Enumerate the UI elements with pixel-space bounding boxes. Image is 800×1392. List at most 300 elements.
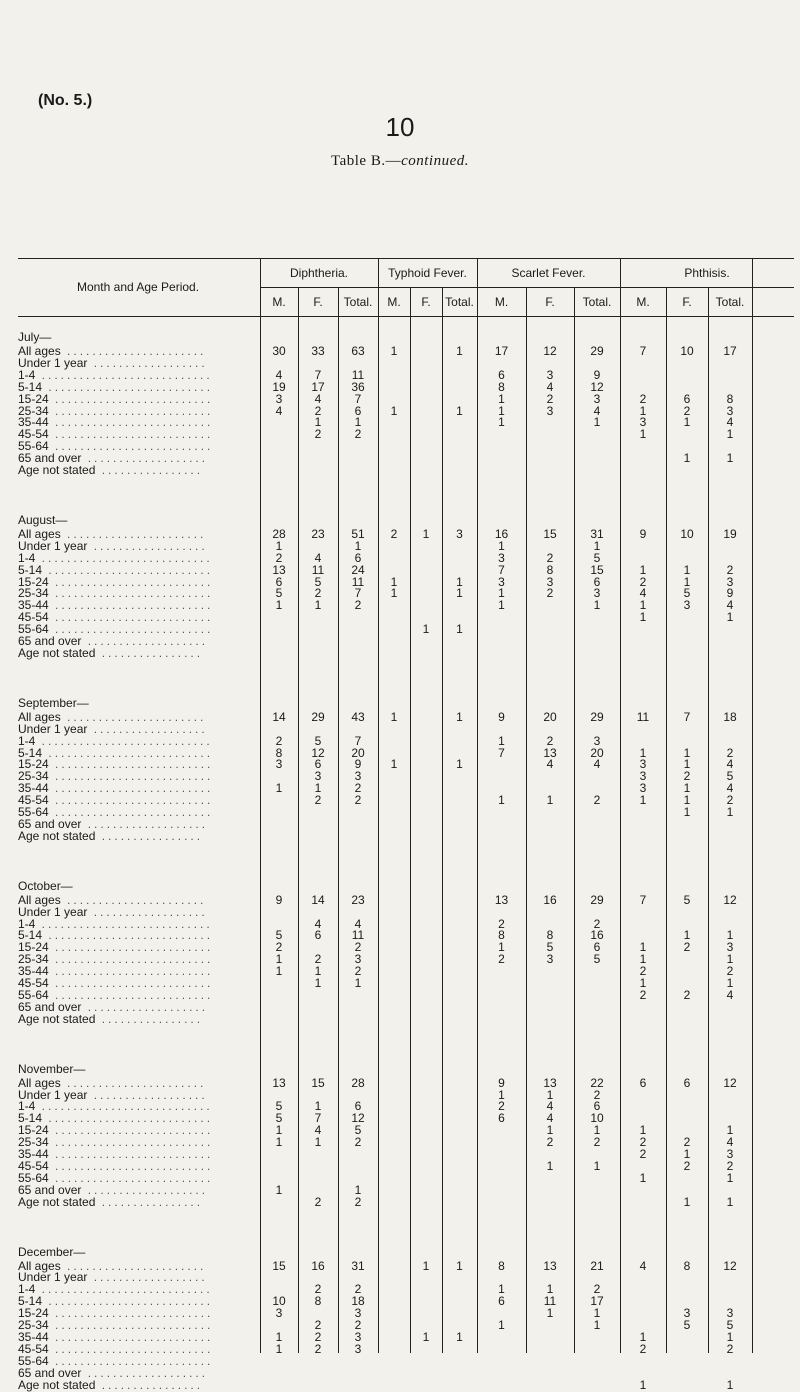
month-heading: July—	[18, 330, 52, 344]
table-cell: 4	[314, 1123, 322, 1138]
row-label-text: 5-14	[18, 1294, 43, 1309]
table-cell: 1	[726, 1123, 734, 1138]
table-cell: 16	[494, 526, 509, 541]
table-cell: 2	[546, 1135, 554, 1150]
leader-dots: ...................	[81, 999, 209, 1014]
leader-dots: ......................	[60, 344, 207, 358]
row-label-text: 65 and over	[18, 1365, 82, 1380]
table-cell: 4	[314, 391, 322, 406]
table-cell: 6	[354, 403, 362, 418]
leader-dots: ..........................	[42, 1111, 214, 1126]
table-cell: 33	[311, 344, 325, 358]
table-cell: 1	[456, 586, 463, 601]
sub-header: F.	[313, 295, 323, 309]
table-cell: 3	[275, 1306, 283, 1321]
table-cell: 2	[639, 1341, 647, 1356]
table-cell: 2	[314, 427, 322, 442]
leader-dots: ................	[95, 645, 204, 660]
table-cell: 1	[639, 562, 647, 577]
leader-dots: ..................	[87, 904, 208, 919]
table-cell: 10	[272, 1294, 286, 1309]
table-cell: 4	[726, 987, 734, 1002]
table-cell: 5	[726, 769, 734, 784]
leader-dots: .........................	[48, 793, 214, 808]
table-cell: 7	[639, 892, 647, 907]
table-cell: 2	[593, 1282, 601, 1297]
table-cell: 2	[275, 940, 283, 955]
row-label-text: 35-44	[18, 964, 49, 979]
table-cell: 11	[543, 1294, 557, 1309]
leader-dots: .........................	[48, 391, 214, 406]
table-cell: 1	[639, 427, 647, 442]
leader-dots: ..........................	[42, 379, 214, 394]
leader-dots: ...........................	[35, 1282, 213, 1297]
table-title-label: Table B.	[330, 153, 386, 169]
column-group-4: Phthisis.	[684, 266, 730, 280]
table-cell: 4	[639, 586, 647, 601]
row-label-text: All ages	[18, 1075, 61, 1090]
table-cell: 1	[683, 1194, 691, 1209]
table-cell: 1	[275, 538, 283, 553]
leader-dots: ..........................	[42, 562, 214, 577]
table-cell: 1	[726, 976, 734, 990]
table-cell: 4	[726, 415, 734, 430]
row-label-text: 35-44	[18, 415, 49, 430]
table-cell: 7	[354, 733, 362, 748]
row-label-text: 45-54	[18, 427, 49, 442]
table-cell: 31	[590, 526, 604, 541]
row-label-text: Age not stated	[18, 1377, 96, 1392]
table-cell: 1	[726, 805, 734, 819]
table-cell: 1	[683, 415, 691, 430]
month-heading: November—	[18, 1061, 86, 1076]
table-cell: 4	[546, 1111, 554, 1126]
table-cell: 12	[351, 1111, 365, 1126]
leader-dots: .........................	[48, 610, 214, 625]
row-label-text: 25-34	[18, 952, 49, 967]
table-cell: 8	[683, 1258, 691, 1273]
leader-dots: ..........................	[42, 928, 214, 943]
leader-dots: .........................	[48, 964, 214, 979]
row-label-text: Under 1 year	[18, 721, 88, 736]
table-cell: 3	[639, 781, 647, 796]
table-cell: 4	[593, 757, 601, 772]
table-cell: 15	[543, 526, 557, 541]
table-cell: 28	[272, 526, 286, 541]
table-cell: 2	[726, 1341, 734, 1356]
table-cell: 9	[726, 586, 734, 601]
table-cell: 1	[683, 451, 691, 466]
leader-dots: .........................	[48, 1353, 214, 1368]
table-cell: 2	[726, 745, 734, 760]
row-label-text: 1-4	[18, 733, 36, 748]
row-label-text: Under 1 year	[18, 355, 88, 370]
table-cell: 29	[590, 892, 604, 907]
table-cell: 1	[354, 976, 362, 990]
table-cell: 1	[639, 598, 647, 613]
table-cell: 20	[351, 745, 365, 760]
table-cell: 2	[726, 1158, 734, 1173]
table-cell: 1	[683, 928, 691, 943]
leader-dots: .........................	[48, 1170, 214, 1185]
sub-header: F.	[545, 295, 555, 309]
leader-dots: .........................	[48, 769, 214, 784]
table-cell: 4	[546, 757, 554, 772]
table-cell: 1	[275, 964, 283, 979]
table-cell: 8	[726, 391, 734, 406]
month-heading: December—	[18, 1244, 86, 1259]
leader-dots: ......................	[60, 892, 207, 907]
group-divider	[752, 258, 753, 1353]
row-label-text: All ages	[18, 344, 61, 358]
table-cell: 2	[683, 987, 691, 1002]
page-number: 10	[385, 112, 415, 142]
row-label-text: 15-24	[18, 940, 49, 955]
row-label-text: 65 and over	[18, 999, 82, 1014]
table-cell: 1	[422, 526, 430, 541]
leader-dots: .........................	[48, 781, 214, 796]
sub-header: M.	[636, 295, 650, 309]
leader-dots: .........................	[48, 1147, 214, 1161]
table-cell: 1	[275, 1123, 283, 1138]
table-cell: 1	[639, 610, 647, 625]
leader-dots: ......................	[60, 526, 207, 541]
leader-dots: .........................	[48, 1135, 214, 1150]
row-label-text: 55-64	[18, 805, 49, 819]
table-cell: 18	[351, 1294, 365, 1309]
table-cell: 2	[683, 403, 691, 418]
row-label-text: Age not stated	[18, 1011, 96, 1026]
table-cell: 16	[590, 928, 604, 943]
table-cell: 8	[546, 928, 554, 943]
table-cell: 7	[354, 391, 362, 406]
table-cell: 3	[314, 769, 322, 784]
row-label	[18, 1012, 203, 1026]
table-cell: 31	[351, 1258, 365, 1273]
leader-dots: .........................	[48, 952, 214, 967]
row-label-text: 45-54	[18, 1158, 49, 1173]
table-cell: 1	[456, 757, 463, 772]
leader-dots: ................	[95, 828, 204, 843]
table-cell: 2	[314, 793, 322, 808]
table-cell: 1	[683, 1147, 691, 1161]
row-label-text: 1-4	[18, 916, 36, 931]
leader-dots: ......................	[60, 1075, 207, 1090]
group-divider	[378, 258, 379, 1353]
table-cell: 9	[593, 367, 601, 382]
table-cell: 2	[639, 987, 647, 1002]
leader-dots: ......................	[60, 709, 207, 724]
table-cell: 1	[726, 952, 734, 967]
row-label-text: 45-54	[18, 1341, 49, 1356]
table-cell: 1	[546, 1087, 554, 1102]
row-label-text: Under 1 year	[18, 904, 88, 919]
leader-dots: .........................	[48, 987, 214, 1002]
column-divider	[666, 287, 667, 1353]
column-header-label: Month and Age Period.	[76, 280, 200, 294]
table-cell: 3	[546, 952, 554, 967]
leader-dots: ................	[95, 1194, 204, 1209]
table-cell: 1	[546, 793, 554, 808]
table-cell: 13	[543, 1075, 557, 1090]
table-cell: 2	[546, 550, 554, 565]
row-label-text: 55-64	[18, 622, 49, 637]
table-cell: 11	[351, 574, 365, 589]
column-divider	[574, 287, 575, 1353]
table-cell: 4	[314, 916, 322, 931]
table-cell: 1	[683, 574, 691, 589]
table-cell: 2	[314, 403, 322, 418]
leader-dots: ...........................	[35, 1099, 213, 1114]
table-cell: 2	[683, 769, 691, 784]
table-cell: 4	[639, 1258, 647, 1273]
table-cell: 1	[546, 1282, 554, 1297]
leader-dots: ...................	[81, 634, 209, 648]
table-cell: 11	[351, 928, 365, 943]
leader-dots: .........................	[48, 403, 214, 418]
table-cell: 1	[314, 781, 322, 796]
table-cell: 4	[593, 403, 601, 418]
column-divider	[410, 287, 411, 1353]
table-cell: 1	[456, 622, 463, 637]
table-cell: 3	[275, 757, 283, 772]
table-cell: 1	[498, 1318, 505, 1332]
row-label	[18, 1378, 203, 1392]
table-cell: 1	[546, 1306, 554, 1321]
table-cell: 3	[546, 403, 554, 418]
table-cell: 9	[498, 709, 505, 724]
table-cell: 1	[639, 976, 647, 990]
table-cell: 11	[351, 367, 365, 382]
table-cell: 4	[354, 916, 362, 931]
table-cell: 1	[639, 793, 647, 808]
header-bottom-rule	[18, 316, 794, 317]
table-cell: 15	[272, 1258, 286, 1273]
table-cell: 6	[683, 1075, 691, 1090]
leader-dots: .........................	[48, 574, 214, 589]
row-label-text: 45-54	[18, 976, 49, 990]
row-label	[18, 646, 203, 660]
row-label-text: 15-24	[18, 391, 49, 406]
table-cell: 7	[498, 562, 505, 577]
table-cell: 5	[683, 1318, 691, 1332]
table-cell: 1	[546, 1158, 554, 1173]
table-cell: 6	[275, 574, 283, 589]
leader-dots: .........................	[48, 976, 214, 990]
table-cell: 4	[314, 550, 322, 565]
table-cell: 1	[314, 976, 322, 990]
row-label	[18, 1195, 203, 1209]
table-cell: 3	[593, 391, 601, 406]
table-cell: 1	[275, 1341, 283, 1356]
table-cell: 23	[351, 892, 365, 907]
table-cell: 1	[314, 415, 322, 430]
table-cell: 5	[314, 574, 322, 589]
table-cell: 24	[351, 562, 365, 577]
table-cell: 2	[354, 1135, 362, 1150]
row-label-text: 65 and over	[18, 816, 82, 831]
table-cell: 2	[639, 1135, 647, 1150]
table-cell: 3	[354, 1306, 362, 1321]
leader-dots: ..................	[87, 355, 208, 370]
leader-dots: ......................	[60, 1258, 207, 1273]
row-label-text: 25-34	[18, 403, 49, 418]
table-cell: 5	[275, 586, 283, 601]
table-cell: 2	[593, 1087, 601, 1102]
column-divider	[298, 287, 299, 1353]
table-cell: 1	[456, 403, 463, 418]
table-cell: 43	[351, 709, 365, 724]
row-label-text: 25-34	[18, 586, 49, 601]
table-cell: 1	[639, 1170, 647, 1185]
table-cell: 5	[275, 1111, 283, 1126]
table-cell: 3	[546, 367, 554, 382]
table-cell: 1	[275, 952, 283, 967]
table-cell: 6	[593, 940, 601, 955]
table-cell: 3	[498, 574, 505, 589]
table-cell: 3	[354, 1341, 362, 1356]
table-cell: 2	[639, 1147, 647, 1161]
table-cell: 2	[546, 586, 554, 601]
table-cell: 1	[683, 562, 691, 577]
table-cell: 6	[354, 1099, 362, 1114]
table-cell: 2	[639, 391, 647, 406]
table-cell: 1	[498, 1282, 505, 1297]
table-cell: 22	[590, 1075, 604, 1090]
table-cell: 12	[543, 344, 557, 358]
table-cell: 4	[275, 403, 283, 418]
sub-header: Total.	[715, 295, 745, 309]
table-cell: 4	[726, 781, 734, 796]
column-group-3: Scarlet Fever.	[511, 266, 586, 280]
table-cell: 1	[683, 757, 691, 772]
leader-dots: .........................	[48, 586, 214, 601]
table-cell: 3	[726, 574, 734, 589]
table-cell: 2	[314, 952, 322, 967]
table-cell: 5	[275, 1099, 283, 1114]
table-cell: 7	[639, 344, 647, 358]
table-cell: 17	[590, 1294, 604, 1309]
table-cell: 1	[498, 793, 505, 808]
table-cell: 1	[726, 928, 734, 943]
table-cell: 2	[354, 1318, 362, 1332]
table-cell: 18	[723, 709, 737, 724]
table-cell: 2	[546, 391, 554, 406]
row-label-text: 55-64	[18, 439, 49, 454]
table-cell: 2	[639, 964, 647, 979]
table-cell: 13	[272, 562, 286, 577]
table-cell: 1	[354, 415, 362, 430]
table-cell: 1	[275, 781, 283, 796]
table-cell: 6	[683, 391, 691, 406]
row-label-text: 55-64	[18, 1170, 49, 1185]
table-cell: 1	[639, 745, 647, 760]
table-cell: 8	[314, 1294, 322, 1309]
leader-dots: .........................	[48, 1329, 214, 1344]
table-cell: 36	[351, 379, 365, 394]
table-cell: 28	[351, 1075, 365, 1090]
table-cell: 1	[683, 805, 691, 819]
table-cell: 1	[639, 952, 647, 967]
row-label-text: 5-14	[18, 1111, 43, 1126]
leader-dots: ................	[95, 1011, 204, 1026]
leader-dots: ...................	[81, 1365, 209, 1380]
row-label-text: 15-24	[18, 757, 49, 772]
table-cell: 1	[639, 1329, 647, 1344]
table-cell: 2	[726, 793, 734, 808]
table-cell: 3	[683, 598, 691, 613]
leader-dots: ..................	[87, 1087, 208, 1102]
table-cell: 1	[593, 1318, 601, 1332]
leader-dots: ..................	[87, 538, 208, 553]
table-cell: 2	[314, 586, 322, 601]
table-cell: 10	[680, 344, 694, 358]
table-cell: 2	[593, 793, 601, 808]
row-label-text: 5-14	[18, 745, 43, 760]
table-cell: 12	[590, 379, 604, 394]
table-cell: 7	[354, 586, 362, 601]
month-heading: October—	[18, 878, 73, 893]
leader-dots: .........................	[48, 1123, 214, 1138]
column-divider	[442, 287, 443, 1353]
header-top-rule	[18, 258, 794, 259]
row-label-text: Age not stated	[18, 828, 96, 843]
row-label-text: All ages	[18, 526, 61, 541]
table-cell: 2	[354, 964, 362, 979]
row-label-text: 5-14	[18, 379, 43, 394]
table-cell: 4	[726, 1135, 734, 1150]
sub-header: F.	[421, 295, 431, 309]
table-cell: 3	[726, 1306, 734, 1321]
table-cell: 12	[723, 1075, 737, 1090]
table-cell: 2	[354, 598, 362, 613]
table-cell: 4	[726, 598, 734, 613]
table-cell: 3	[456, 526, 463, 541]
table-cell: 1	[726, 1329, 734, 1344]
table-cell: 9	[354, 757, 362, 772]
row-label-text: 15-24	[18, 1123, 49, 1138]
leader-dots: ...................	[81, 1182, 209, 1197]
table-cell: 1	[639, 1377, 647, 1392]
sub-header: M.	[387, 295, 401, 309]
leader-dots: ..........................	[42, 1294, 214, 1309]
table-cell: 2	[354, 793, 362, 808]
table-cell: 3	[639, 415, 647, 430]
table-cell: 2	[683, 1158, 691, 1173]
table-cell: 1	[354, 538, 362, 553]
table-cell: 3	[593, 586, 601, 601]
table-cell: 2	[314, 1341, 322, 1356]
table-cell: 11	[636, 709, 650, 724]
leader-dots: ..................	[87, 1270, 208, 1285]
table-cell: 1	[390, 586, 398, 601]
row-label-text: 45-54	[18, 610, 49, 625]
sub-header: Total.	[582, 295, 612, 309]
table-cell: 1	[498, 733, 505, 748]
table-cell: 17	[311, 379, 325, 394]
row-label-text: All ages	[18, 709, 61, 724]
table-cell: 5	[354, 1123, 362, 1138]
table-cell: 2	[275, 550, 283, 565]
leader-dots: ...................	[81, 816, 209, 831]
table-cell: 4	[726, 757, 734, 772]
table-cell: 1	[726, 1377, 734, 1392]
table-cell: 7	[498, 745, 505, 760]
table-cell: 1	[422, 1258, 430, 1273]
table-cell: 2	[498, 952, 505, 967]
row-label-text: 25-34	[18, 769, 49, 784]
table-cell: 1	[593, 415, 601, 430]
